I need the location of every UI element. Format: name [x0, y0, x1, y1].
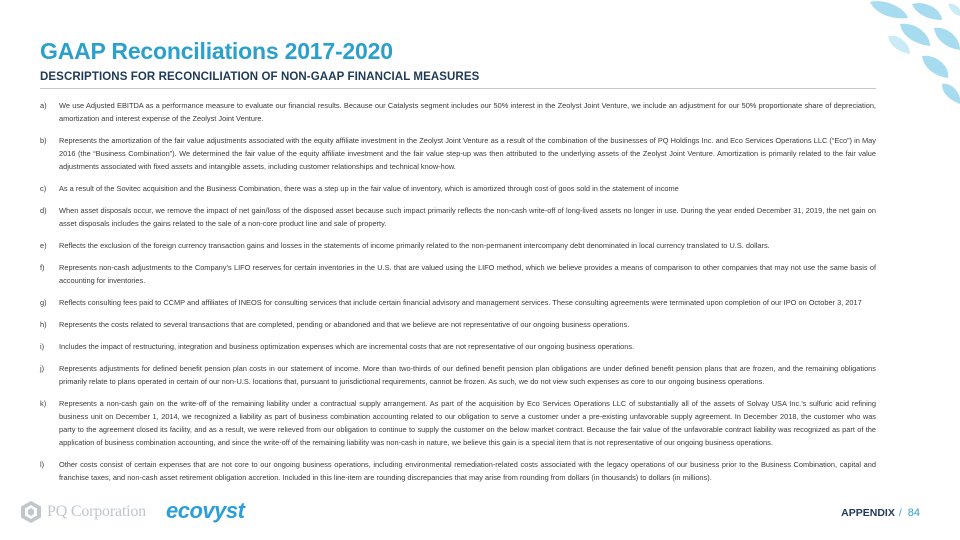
list-item	[40, 182, 876, 195]
item-text: Includes the impact of restructuring, integration and business optimization expenses which are incremental costs that are not representative of our ongoing business operations.	[59, 342, 635, 351]
page-footer	[841, 507, 920, 519]
item-text: Reflects the exclusion of the foreign currency transaction gains and losses in the statements of income primarily related to the non-permanent intercompany debt denominated in local currency translated to U.S. dollars.	[59, 241, 770, 250]
item-text: We use Adjusted EBITDA as a performance measure to evaluate our financial results. Because our Catalysts segment includes our 50% interest in the Zeolyst Joint Venture, we include an adjustment for our 50% proportionate share of depreciation, amortization and interest expense of the Zeolyst Joint Venture.	[59, 101, 876, 123]
footer-separator: /	[898, 507, 902, 519]
item-text: As a result of the Sovitec acquisition and the Business Combination, there was a step up in the fair value of inventory, which is amortized through cost of goos sold in the statement of income	[59, 184, 679, 193]
list-item	[40, 204, 876, 230]
item-letter: j)	[40, 364, 45, 373]
header-divider	[40, 88, 876, 89]
appendix-label: APPENDIX	[841, 507, 895, 519]
item-letter: i)	[40, 342, 45, 351]
item-text: When asset disposals occur, we remove the impact of net gain/loss of the disposed asset because such impact primarily reflects the non-cash write-off of long-lived assets no longer in use. During the year ended December 31, 2019, the net gain on asset disposals includes the gains related to the sale of a non-core product line and sale of property.	[59, 206, 876, 228]
page-number: 84	[907, 507, 920, 519]
list-item	[40, 458, 876, 484]
reconciliation-descriptions-list	[40, 99, 876, 493]
item-text: Represents adjustments for defined benefit pension plan costs in our statement of income. More than two-thirds of our defined benefit pension plan obligations are under defined benefit pension plans that are frozen, and the remaining obligations primarily relate to plans operated in certain of our non-U.S. locations that, pursuant to jurisdictional requirements, cannot be frozen. As such, we do not view such expenses as core to our ongoing business operations.	[59, 364, 876, 386]
ecovyst-logo: ecovyst	[166, 498, 245, 523]
list-item	[40, 261, 876, 287]
item-text: Reflects consulting fees paid to CCMP and affiliates of INEOS for consulting services that include certain financial advisory and management services. These consulting agreements were terminated upon completion of our IPO on October 3, 2017	[59, 298, 862, 307]
item-text: Other costs consist of certain expenses that are not core to our ongoing business operations, including environmental remediation-related costs associated with the legacy operations of our business prior to the Business Combination, capital and franchise taxes, and non-cash asset retirement obligation accretion. Included in this line-item are rounding discrepancies that may arise from rounding from dollars (in thousands) to dollars (in millions).	[59, 460, 876, 482]
pq-hexagon-icon	[20, 500, 42, 524]
list-item	[40, 340, 876, 353]
page-subtitle: DESCRIPTIONS FOR RECONCILIATION OF NON-GAAP FINANCIAL MEASURES	[40, 71, 480, 83]
item-text: Represents a non-cash gain on the write-off of the remaining liability under a contractual supply arrangement. As part of the acquisition by Eco Services Operations LLC of substantially all of the assets of Solvay USA Inc.’s sulfuric acid refining business unit on December 1, 2014, we recognized a liability as part of business combination accounting related to our obligation to serve a customer under a pre-existing unfavorable supply agreement. In December 2018, the customer who was party to the agreement closed its facility, and as a result, we were relieved from our obligation to continue to supply the customer on the below market contract. Because the fair value of the unfavorable contract liability was recognized as part of the application of business combination accounting, and since the write-off of the remaining liability was non-cash in nature, we believe this gain is a special item that is not representative of our ongoing business operations.	[59, 399, 876, 447]
item-letter: g)	[40, 298, 47, 307]
list-item	[40, 296, 876, 309]
list-item	[40, 134, 876, 173]
list-item	[40, 318, 876, 331]
item-letter: k)	[40, 399, 47, 408]
item-text: Represents the costs related to several transactions that are completed, pending or abandoned and that we believe are not representative of our ongoing business operations.	[59, 320, 630, 329]
decorative-leaves-graphic	[830, 0, 960, 110]
list-item	[40, 362, 876, 388]
item-text: Represents the amortization of the fair value adjustments associated with the equity affiliate investment in the Zeolyst Joint Venture as a result of the combination of the businesses of PQ Holdings Inc. and Eco Services Operations LLC (“Eco”) in May 2016 (the “Business Combination”). We determined the fair value of the equity affiliate investment and the fair value step-up was then attributed to the underlying assets of the Zeolyst Joint Venture. Amortization is primarily related to the fair value adjustments associated with fixed assets and intangible assets, including customer relationships and technical know-how.	[59, 136, 876, 171]
list-item	[40, 239, 876, 252]
item-letter: a)	[40, 101, 47, 110]
pq-corporation-logo	[20, 500, 146, 524]
item-letter: l)	[40, 460, 45, 469]
item-letter: h)	[40, 320, 47, 329]
item-text: Represents non-cash adjustments to the Company’s LIFO reserves for certain inventories in the U.S. that are valued using the LIFO method, which we believe provides a means of comparison to other companies that may not use the same basis of accounting for inventories.	[59, 263, 876, 285]
item-letter: c)	[40, 184, 47, 193]
item-letter: f)	[40, 263, 45, 272]
list-item	[40, 99, 876, 125]
item-letter: d)	[40, 206, 47, 215]
page-title: GAAP Reconciliations 2017-2020	[40, 38, 393, 64]
item-letter: b)	[40, 136, 47, 145]
list-item	[40, 397, 876, 449]
item-letter: e)	[40, 241, 47, 250]
pq-logo-text: PQ Corporation	[47, 503, 146, 520]
